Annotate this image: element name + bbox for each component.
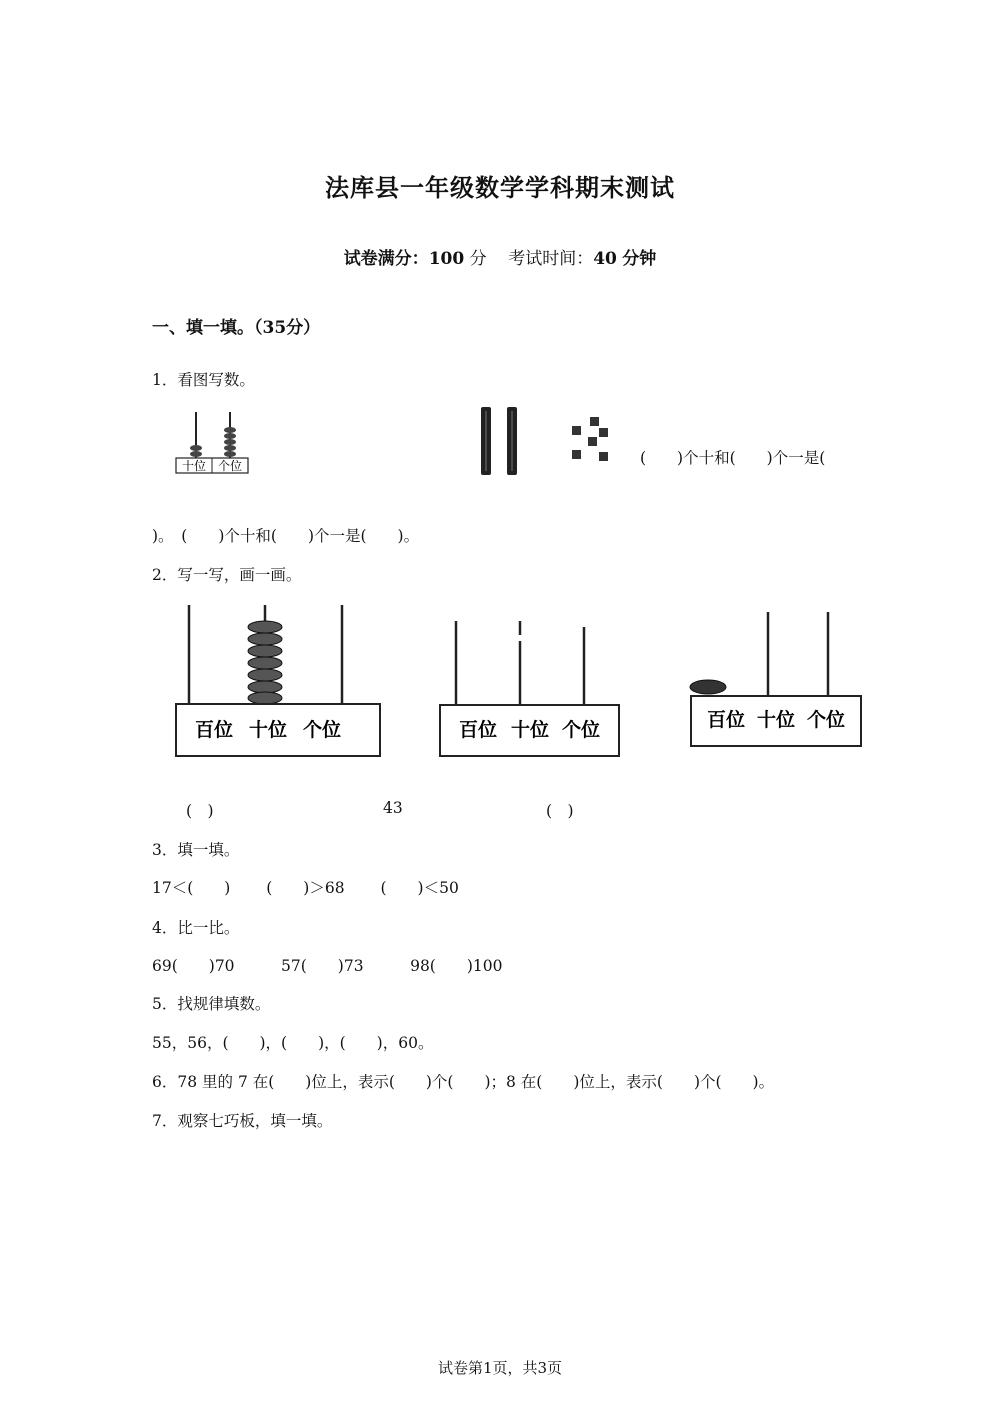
q1-abacus-ones-label: 个位 [217,459,243,473]
exam-info [0,244,1000,269]
q1-sticks-figure [478,405,528,477]
q1-cubes-figure [568,414,616,464]
q3-label: 3．填一填。 [152,841,240,859]
q4-label: 4．比一比。 [152,919,240,937]
q2-abacus-1 [172,600,387,760]
q5-label: 5．找规律填数。 [152,995,271,1013]
full-score-unit: 分 [469,249,487,269]
q2-a2-ones-label: 个位 [561,719,601,741]
q5-line: 55，56，( )，( )，( )，60。 [152,1034,434,1052]
full-score-value: 100 [428,249,465,269]
q2-abacus-2 [436,615,626,765]
q7-label: 7．观察七巧板，填一填。 [152,1112,333,1130]
q2-a2-hundreds-label: 百位 [458,719,498,741]
q4-line: 69( )70 57( )73 98( )100 [152,957,503,975]
q2-a3-tens-label: 十位 [756,709,796,731]
q2-answer-3: ( ) [546,802,574,820]
q2-a3-ones-label: 个位 [806,709,846,731]
time-value: 40 [593,249,617,269]
q2-a1-hundreds-label: 百位 [194,719,234,741]
q6-line: 6．78 里的 7 在( )位上，表示( )个( )；8 在( )位上，表示( )个( )。 [152,1073,775,1091]
page-title: 法库县一年级数学学科期末测试 [325,174,675,202]
q1-label: 1．看图写数。 [152,371,255,389]
q3-line: 17＜( ) ( )＞68 ( )＜50 [152,879,459,897]
q2-a1-ones-label: 个位 [302,719,342,741]
time-unit: 分钟 [622,249,657,269]
q2-answer-1: ( ) [186,802,214,820]
page-number: 试卷第1页，共3页 [437,1359,563,1377]
section-heading: 一、填一填。（35分） [152,318,321,338]
q1-abacus-tens-label: 十位 [181,459,207,473]
q2-label: 2．写一写，画一画。 [152,566,302,584]
q2-answer-2: 43 [383,799,403,817]
time-label: 考试时间： [508,249,594,269]
q2-a1-tens-label: 十位 [248,719,288,741]
q1-answer-line-a: ( )个十和( )个一是( [640,449,826,467]
q2-abacus-3 [686,608,866,753]
q2-a3-hundreds-label: 百位 [706,709,746,731]
q1-answer-line-b: )。 ( )个十和( )个一是( )。 [152,527,420,545]
q2-a2-tens-label: 十位 [510,719,550,741]
q1-abacus-figure [174,408,254,478]
full-score-label: 试卷满分： [343,249,429,269]
